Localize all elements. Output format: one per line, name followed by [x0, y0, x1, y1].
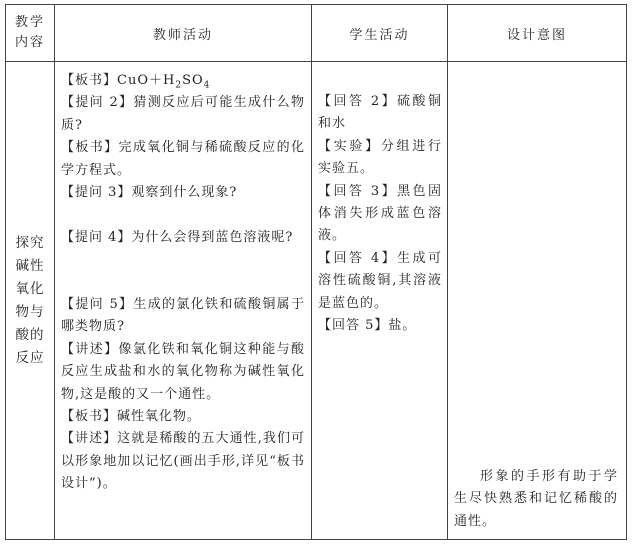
teacher-explain-2: 【讲述】这就是稀酸的五大通性,我们可以形象地加以记忆(画出手形,详见“板书设计”)。: [61, 431, 305, 492]
content-line: 碱性: [15, 257, 45, 274]
teacher-question-2: 【提问 2】猜测反应后可能生成什么物质?: [61, 95, 305, 133]
teacher-board-2: 【板书】完成氧化铜与稀硫酸反应的化学方程式。: [61, 140, 305, 178]
header-row: [6, 5, 627, 62]
student-answer-3: 【回答 3】黑色固体消失形成蓝色溶液。: [318, 183, 442, 244]
content-line: 反应: [15, 349, 45, 366]
teacher-activity-cell: [55, 62, 312, 540]
body-row: [6, 62, 627, 540]
teacher-question-4: 【提问 4】为什么会得到蓝色溶液呢?: [61, 229, 294, 245]
student-answer-5: 【回答 5】盐。: [318, 318, 417, 334]
design-intent-text: 形象的手形有助于学生尽快熟悉和记忆稀酸的通性。: [454, 468, 618, 529]
student-activity-cell: [312, 62, 448, 540]
header-content-line2: 内容: [14, 35, 45, 50]
student-answer-4: 【回答 4】生成可溶性硫酸铜,其溶液是蓝色的。: [318, 250, 442, 311]
teacher-question-3: 【提问 3】观察到什么现象?: [61, 185, 238, 201]
teacher-explain-1: 【讲述】像氯化铁和氧化铜这种能与酸反应生成盐和水的氧化物称为碱性氧化物,这是酸的又一个通性。: [61, 341, 305, 402]
content-line: 酸的: [15, 326, 45, 343]
design-intent-cell: [448, 62, 627, 540]
header-content-line1: 教学: [14, 15, 45, 30]
teacher-question-5: 【提问 5】生成的氯化铁和硫酸铜属于哪类物质?: [61, 297, 305, 335]
content-line: 物与: [15, 303, 45, 320]
header-teacher-activity: 教师活动: [55, 5, 312, 62]
content-line: 氧化: [15, 280, 45, 297]
header-teaching-content: [6, 5, 55, 62]
header-design-intent: 设计意图: [448, 5, 627, 62]
teacher-board-3: 【板书】碱性氧化物。: [61, 409, 202, 425]
teaching-content-cell: [6, 62, 55, 540]
content-line: 探究: [15, 234, 45, 251]
student-experiment: 【实验】分组进行实验五。: [318, 138, 442, 177]
header-student-activity: 学生活动: [312, 5, 448, 62]
lesson-plan-table: [5, 4, 627, 540]
teacher-board-equation: 【板书】$CuO+H_2SO_4$: [61, 73, 211, 91]
student-answer-2: 【回答 2】硫酸铜和水: [318, 94, 442, 132]
